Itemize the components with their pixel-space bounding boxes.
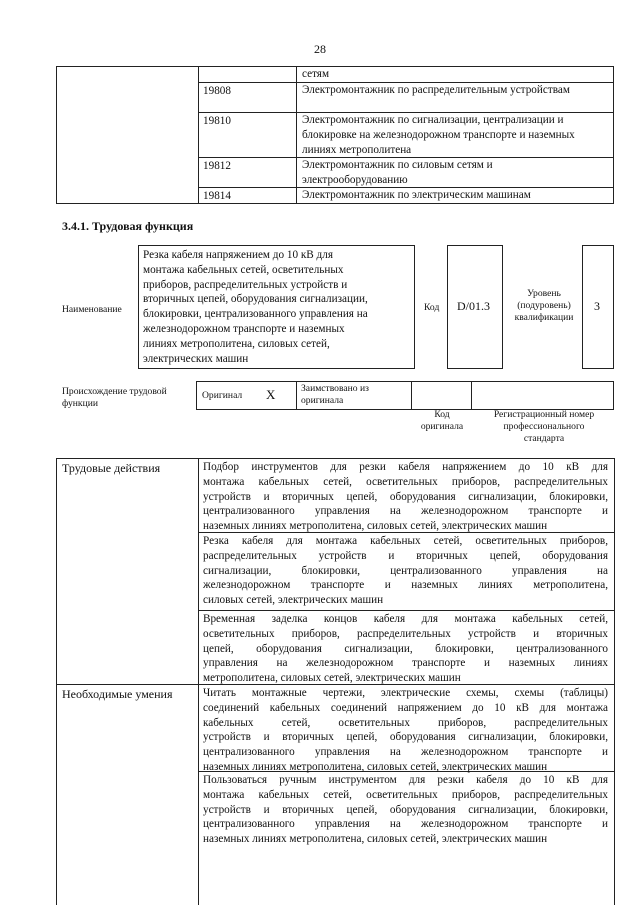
caption-line: оригинала <box>420 421 464 432</box>
action-item <box>203 534 608 608</box>
original-label: Оригинал <box>202 390 243 401</box>
text-line: сигнализации, блокировки, централизованного управления на <box>203 564 608 577</box>
name-label: Наименование <box>62 304 122 315</box>
table-row-code: 19812 <box>203 160 231 172</box>
text-line: централизованного управления на железнодорожном транспорте и <box>203 505 608 518</box>
text-line: силовых сетей, электрических машин <box>203 594 384 607</box>
action-item <box>203 460 608 534</box>
level-label-line: (подуровень) <box>517 300 571 311</box>
table-row-text: сетям <box>302 68 330 80</box>
text-line: централизованного управления на железнодорожном транспорте и <box>203 818 608 831</box>
function-name-line: приборов, распределительных устройств и <box>143 278 348 291</box>
text-line: монтажа кабельных сетей, осветительных приборов, распределительных <box>203 475 608 488</box>
level-label-line: Уровень <box>527 288 561 299</box>
text-line: соединений кабельных соединений напряжением до 10 кВ для монтажа <box>203 701 608 714</box>
text-line: устройств и вторичных цепей, оборудования сигнализации, блокировки, <box>203 731 608 744</box>
text-line: монтажа кабельных сетей, осветительных приборов, распределительных <box>203 788 608 801</box>
text-line: Пользоваться ручным инструментом для резки кабеля до 10 кВ для <box>203 774 608 786</box>
text-line: Подбор инструментов для резки кабеля напряжением до 10 кВ для <box>203 461 608 473</box>
text-line: распределительных устройств и вторичных цепей, оборудования <box>203 549 608 562</box>
text-line: Временная заделка концов кабеля для монтажа кабельных сетей, <box>203 613 608 625</box>
action-item <box>203 612 608 686</box>
table-row-code: 19810 <box>203 115 231 127</box>
text-line: кабельных сетей, осветительных приборов, распределительных <box>203 716 608 729</box>
function-name-line: вторичных цепей, оборудования сигнализации, <box>143 293 368 306</box>
function-name-line: электрических машин <box>143 352 249 365</box>
function-name-line: железнодорожном транспорте и наземных <box>143 322 345 335</box>
text-line: устройств и вторичных цепей, оборудования сигнализации, блокировки, <box>203 803 608 816</box>
section-title: 3.4.1. Трудовая функция <box>62 219 194 233</box>
function-name-line: линиях метрополитена, силовых сетей, <box>143 337 330 350</box>
origin-label-line: Происхождение трудовой <box>62 386 167 397</box>
borrowed-label-line: Заимствовано из <box>301 383 369 394</box>
function-name-line: монтажа кабельных сетей, осветительных <box>143 263 344 276</box>
text-line: осветительных приборов, распределительных устройств и вторичных <box>203 627 608 640</box>
origin-label <box>62 386 167 410</box>
code-value: D/01.3 <box>457 299 490 313</box>
text-line: железнодорожном транспорте и наземных линиях метрополитена, <box>203 579 608 592</box>
table-row-code: 19814 <box>203 190 231 202</box>
page-number: 28 <box>314 42 326 56</box>
original-mark: X <box>266 387 276 402</box>
table-row-text: Электромонтажник по распределительным устройствам <box>302 84 570 96</box>
text-line: устройств и вторичных цепей, оборудования сигнализации, блокировки, <box>203 490 608 503</box>
level-label <box>508 288 580 324</box>
caption-line: Регистрационный номер <box>493 409 595 420</box>
skill-item <box>203 773 608 847</box>
text-line: управления на железнодорожном транспорте и наземных линиях <box>203 657 608 670</box>
reg-number-caption <box>474 409 614 445</box>
function-name-text <box>143 248 368 366</box>
table-row-code: 19808 <box>203 85 231 97</box>
caption-line: стандарта <box>523 433 565 444</box>
borrowed-label-line: оригинала <box>301 395 344 406</box>
code-label: Код <box>424 302 440 313</box>
text-line: Читать монтажные чертежи, электрические схемы, схемы (таблицы) <box>203 687 608 699</box>
actions-label: Трудовые действия <box>62 461 161 475</box>
caption-line: Код <box>434 409 450 420</box>
caption-line: профессионального <box>503 421 585 432</box>
borrowed-label <box>301 383 369 407</box>
level-label-line: квалификации <box>514 312 574 323</box>
code-original-caption <box>412 409 472 433</box>
table-row-text: Электромонтажник по силовым сетям и электрооборудованию <box>302 159 493 186</box>
skill-item <box>203 686 608 775</box>
skills-label: Необходимые умения <box>62 687 173 701</box>
text-line: Резка кабеля для монтажа кабельных сетей, осветительных приборов, <box>203 535 608 547</box>
origin-table <box>196 381 614 410</box>
text-line: метрополитена, силовых сетей, электрических машин <box>203 672 461 685</box>
function-name-line: блокировки, централизованного управления на <box>143 308 368 321</box>
table-row-text: Электромонтажник по сигнализации, централизации и блокировке на железнодорожном транспорте и наземных линиях метрополитена <box>302 114 575 156</box>
text-line: наземных линиях метрополитена, силовых сетей, электрических машин <box>203 833 548 846</box>
text-line: цепей, оборудования сигнализации, блокировки, централизованного <box>203 642 608 655</box>
level-value: 3 <box>594 299 600 313</box>
text-line: наземных линиях метрополитена, силовых сетей, электрических машин <box>203 520 548 533</box>
text-line: наземных линиях метрополитена, силовых сетей, электрических машин <box>203 760 548 773</box>
origin-label-line: функции <box>62 398 98 409</box>
function-name-line: Резка кабеля напряжением до 10 кВ для <box>143 249 333 261</box>
text-line: централизованного управления на железнодорожном транспорте и <box>203 746 608 759</box>
table-row-text: Электромонтажник по электрическим машинам <box>302 189 531 201</box>
